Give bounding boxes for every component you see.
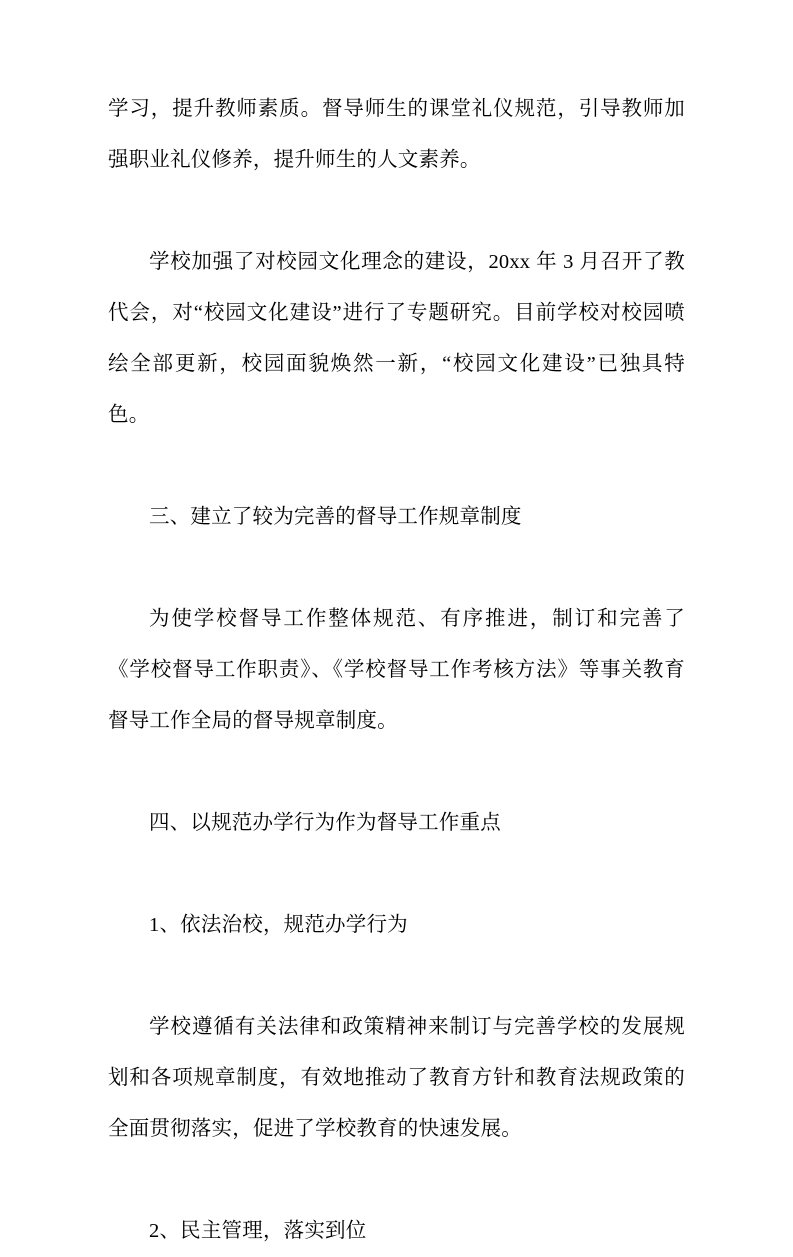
paragraph-spacer <box>108 1155 685 1206</box>
document-body <box>108 84 685 1257</box>
paragraph-spacer <box>108 747 685 798</box>
paragraph-spacer <box>108 951 685 1002</box>
paragraph-4: 为使学校督导工作整体规范、有序推进，制订和完善了《学校督导工作职责》、《学校督导工作考核方法》等事关教育督导工作全局的督导规章制度。 <box>108 608 685 732</box>
paragraph-7: 学校遵循有关法律和政策精神来制订与完善学校的发展规划和各项规章制度，有效地推动了教育方针和教育法规政策的全面贯彻落实，促进了学校教育的快速发展。 <box>108 1016 685 1140</box>
section-heading-three: 三、建立了较为完善的督导工作规章制度 <box>149 506 522 528</box>
section-heading-four: 四、以规范办学行为作为督导工作重点 <box>149 812 501 834</box>
paragraph-spacer <box>108 849 685 900</box>
paragraph-2: 学校加强了对校园文化理念的建设，20xx 年 3 月召开了教代会，对“校园文化建设”进行了专题研究。目前学校对校园喷绘全部更新，校园面貌焕然一新，“校园文化建设”已独具特色。 <box>108 251 685 426</box>
paragraph-spacer <box>108 543 685 594</box>
subsection-heading-one: 1、依法治校，规范办学行为 <box>149 914 408 936</box>
paragraph-1: 学习，提升教师素质。督导师生的课堂礼仪规范，引导教师加强职业礼仪修养，提升师生的人文素养。 <box>108 98 685 171</box>
subsection-heading-two: 2、民主管理，落实到位 <box>149 1220 367 1242</box>
paragraph-spacer <box>108 441 685 492</box>
paragraph-spacer <box>108 186 685 237</box>
